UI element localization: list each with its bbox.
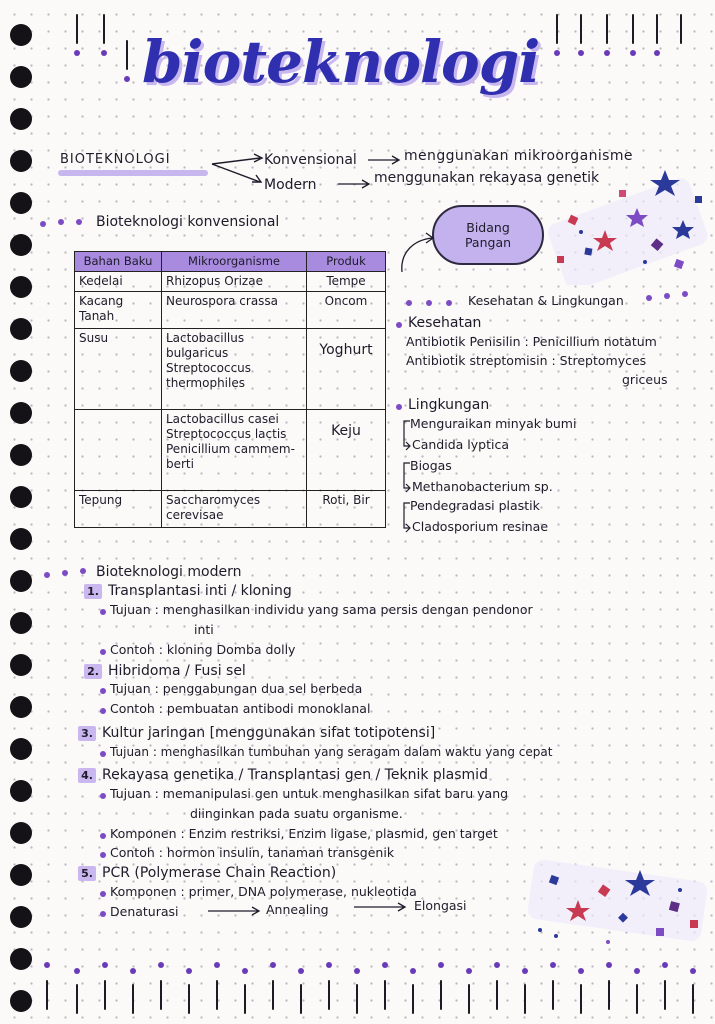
binder-hole bbox=[10, 864, 32, 886]
binder-holes bbox=[0, 0, 40, 1024]
branch-type: Modern bbox=[264, 177, 317, 193]
pcr-step: Denaturasi bbox=[110, 904, 179, 919]
table-row: Lactobacillus casei Streptococcus lactis Penicillium cammem-berti Keju bbox=[75, 410, 386, 491]
arrow-icon bbox=[352, 900, 408, 914]
binder-hole bbox=[10, 696, 32, 718]
binder-hole bbox=[10, 444, 32, 466]
item-number: 5. bbox=[78, 866, 96, 881]
binder-hole bbox=[10, 570, 32, 592]
conventional-table bbox=[74, 251, 386, 528]
branch-type: Konvensional bbox=[264, 152, 357, 168]
arrow-icon bbox=[336, 178, 372, 190]
cloud-label: Bidang Pangan bbox=[464, 220, 512, 250]
binder-hole bbox=[10, 906, 32, 928]
binder-hole bbox=[10, 150, 32, 172]
table-header: Mikroorganisme bbox=[162, 252, 307, 272]
list-item: Streptococcus thermophiles bbox=[166, 361, 252, 390]
branch-desc: menggunakan rekayasa genetik bbox=[374, 170, 600, 186]
item-number: 2. bbox=[84, 664, 102, 679]
curved-arrow-icon bbox=[396, 230, 438, 276]
item-line: Contoh : kloning Domba dolly bbox=[110, 642, 296, 657]
arrow-icon bbox=[206, 904, 262, 918]
item-line: Tujuan : memanipulasi gen untuk menghasilkan sifat baru yang bbox=[110, 786, 509, 801]
binder-hole bbox=[10, 738, 32, 760]
binder-hole bbox=[10, 822, 32, 844]
item-title: Kultur jaringan [menggunakan sifat totipotensi] bbox=[102, 725, 436, 741]
list-item: Lactobacillus bulgaricus bbox=[166, 331, 245, 360]
binder-hole bbox=[10, 360, 32, 382]
binder-hole bbox=[10, 990, 32, 1012]
binder-hole bbox=[10, 486, 32, 508]
list-item: Lactobacillus casei bbox=[166, 412, 279, 426]
binder-hole bbox=[10, 612, 32, 634]
lingkungan-item-title: Biogas bbox=[410, 458, 452, 473]
binder-hole bbox=[10, 402, 32, 424]
lingkungan-heading: Lingkungan bbox=[408, 397, 490, 413]
binder-hole bbox=[10, 318, 32, 340]
binder-hole bbox=[10, 234, 32, 256]
item-line: Tujuan : penggabungan dua sel berbeda bbox=[110, 681, 363, 696]
arrow-icon bbox=[366, 154, 402, 166]
confetti-sticker bbox=[545, 160, 710, 285]
lingkungan-organism: Candida lyptica bbox=[412, 437, 509, 452]
table-row: Kedelai Rhizopus Orizae Tempe bbox=[75, 272, 386, 292]
binder-hole bbox=[10, 780, 32, 802]
binder-hole bbox=[10, 276, 32, 298]
kesehatan-line: Antibiotik streptomisin : Streptomyces bbox=[406, 353, 647, 368]
binder-hole bbox=[10, 948, 32, 970]
item-title: Transplantasi inti / kloning bbox=[108, 583, 292, 599]
kesehatan-heading: Kesehatan bbox=[408, 315, 482, 331]
lingkungan-item-title: Menguraikan minyak bumi bbox=[410, 416, 577, 431]
pcr-step: Elongasi bbox=[414, 898, 467, 913]
binder-hole bbox=[10, 528, 32, 550]
binder-hole bbox=[10, 654, 32, 676]
binder-hole bbox=[10, 108, 32, 130]
item-number: 3. bbox=[78, 726, 96, 741]
lingkungan-organism: Methanobacterium sp. bbox=[412, 479, 553, 494]
table-header: Produk bbox=[307, 252, 386, 272]
kesehatan-line: Antibiotik Penisilin : Penicillium notatum bbox=[406, 334, 657, 349]
overview-underline bbox=[58, 170, 208, 176]
pcr-step: Annealing bbox=[266, 902, 329, 917]
item-number: 1. bbox=[84, 584, 102, 599]
page-title: bioteknologi bbox=[142, 28, 540, 96]
list-item: Streptococcus lactis bbox=[166, 427, 287, 441]
kesehatan-lingkungan-heading: Kesehatan & Lingkungan bbox=[468, 293, 624, 308]
item-line: Tujuan : menghasilkan tumbuhan yang seragam dalam waktu yang cepat bbox=[110, 745, 553, 759]
binder-hole bbox=[10, 192, 32, 214]
modern-heading: Bioteknologi modern bbox=[96, 564, 242, 580]
item-line: Komponen : primer, DNA polymerase, nukleotida bbox=[110, 884, 417, 899]
item-line: diinginkan pada suatu organisme. bbox=[190, 806, 403, 821]
lingkungan-item-title: Pendegradasi plastik bbox=[410, 498, 540, 513]
table-row: Susu Lactobacillus bulgaricus Streptococcus thermophiles Yoghurt bbox=[75, 329, 386, 410]
item-number: 4. bbox=[78, 768, 96, 783]
item-line: Tujuan : menghasilkan individu yang sama persis dengan pendonor bbox=[110, 602, 533, 617]
overview-label: BIOTEKNOLOGI bbox=[60, 152, 171, 167]
binder-hole bbox=[10, 66, 32, 88]
item-title: PCR (Polymerase Chain Reaction) bbox=[102, 865, 337, 881]
item-line: Contoh : pembuatan antibodi monoklanal bbox=[110, 701, 371, 716]
item-line: Contoh : hormon insulin, tanaman transgenik bbox=[110, 845, 395, 860]
binder-hole bbox=[10, 24, 32, 46]
item-title: Rekayasa genetika / Transplantasi gen / Teknik plasmid bbox=[102, 767, 488, 783]
item-line: inti bbox=[194, 622, 214, 637]
table-row: Kacang Tanah Neurospora crassa Oncom bbox=[75, 292, 386, 329]
confetti-sticker bbox=[520, 850, 710, 960]
lingkungan-organism: Cladosporium resinae bbox=[412, 519, 549, 534]
branch-desc: menggunakan mikroorganisme bbox=[404, 148, 633, 164]
kesehatan-line: griceus bbox=[622, 372, 668, 387]
list-item: Penicillium cammem-berti bbox=[166, 442, 295, 471]
item-line: Komponen : Enzim restriksi, Enzim ligase, plasmid, gen target bbox=[110, 826, 498, 841]
conventional-heading: Bioteknologi konvensional bbox=[96, 214, 280, 230]
table-row: Tepung Saccharomyces cerevisae Roti, Bir bbox=[75, 491, 386, 528]
table-header: Bahan Baku bbox=[75, 252, 162, 272]
item-title: Hibridoma / Fusi sel bbox=[108, 663, 246, 679]
